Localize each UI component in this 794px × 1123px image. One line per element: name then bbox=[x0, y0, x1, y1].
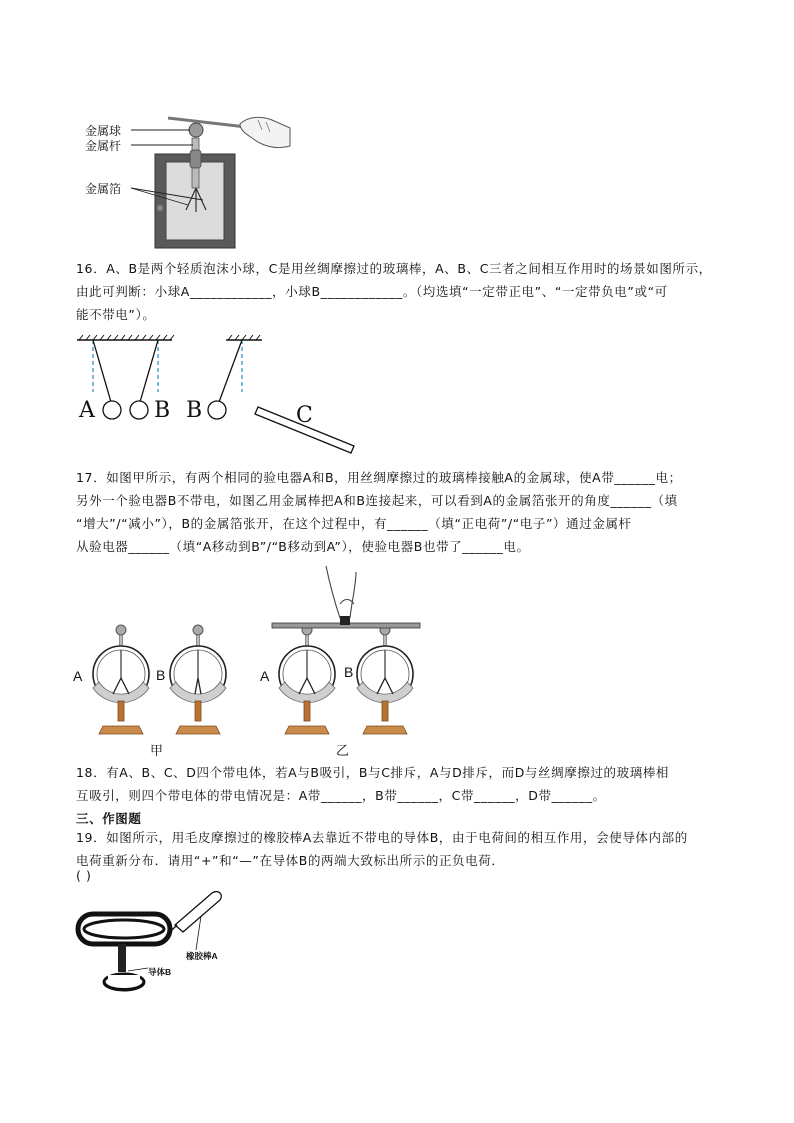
q17-label-a1: A bbox=[73, 668, 83, 684]
q17-caption-yi: 乙 bbox=[336, 744, 350, 759]
q16-label-c: C bbox=[296, 403, 313, 428]
label-conductor-b: 导体B bbox=[148, 967, 172, 977]
q17-line-4: 从验电器______（填“A移动到B”/“B移动到A”），使验电器B也带了______电。 bbox=[76, 539, 530, 554]
q16-line-1: 16．A、B是两个轻质泡沫小球，C是用丝绸摩擦过的玻璃棒，A、B、C三者之间相互作用时的场景如图所示， bbox=[76, 261, 712, 276]
q18-line-1: 18．有A、B、C、D四个带电体，若A与B吸引，B与C排斥，A与D排斥，而D与丝绸摩擦过的玻璃棒相 bbox=[76, 765, 670, 780]
q16-line-2: 由此可判断：小球A____________，小球B____________。（均选填“一定带正电”、“一定带负电”或“可 bbox=[76, 284, 668, 299]
q17-label-a2: A bbox=[260, 668, 270, 684]
label-metal-foil: 金属箔 bbox=[85, 182, 122, 196]
q16-label-b: B bbox=[154, 398, 171, 423]
label-metal-rod: 金属杆 bbox=[85, 139, 122, 153]
q19-answer-blank: ( ) bbox=[76, 868, 92, 883]
q19-line-1: 19．如图所示，用毛皮摩擦过的橡胶棒A去靠近不带电的导体B，由于电荷间的相互作用，会使导体内部的 bbox=[76, 830, 688, 845]
label-rubber-rod-a: 橡胶棒A bbox=[186, 951, 218, 961]
q17-line-1: 17．如图甲所示，有两个相同的验电器A和B，用丝绸摩擦过的玻璃棒接触A的金属球，使A带______电； bbox=[76, 470, 682, 485]
rubber-rod-a bbox=[175, 892, 221, 932]
q16-label-a: A bbox=[79, 398, 95, 423]
q17-label-b1: B bbox=[156, 667, 166, 683]
q16-line-3: 能不带电”）。 bbox=[76, 307, 156, 322]
q16-label-b2: B bbox=[186, 398, 203, 423]
q18-line-2: 互吸引，则四个带电体的带电情况是：A带______，B带______，C带______，D带______。 bbox=[76, 788, 606, 803]
q17-line-2: 另外一个验电器B不带电，如图乙用金属棒把A和B连接起来，可以看到A的金属箔张开的角度______（填 bbox=[76, 493, 678, 508]
section-title: 三、作图题 bbox=[76, 811, 142, 826]
q17-label-b2: B bbox=[344, 664, 354, 680]
q19-line-2: 电荷重新分布．请用“+”和“—”在导体B的两端大致标出所示的正负电荷． bbox=[76, 853, 505, 868]
q17-caption-jia: 甲 bbox=[150, 744, 164, 759]
q17-line-3: “增大”/“减小”），B的金属箔张开，在这个过程中，有______（填“正电荷”/“电子”）通过金属杆 bbox=[76, 516, 632, 531]
label-metal-ball: 金属球 bbox=[85, 124, 122, 138]
